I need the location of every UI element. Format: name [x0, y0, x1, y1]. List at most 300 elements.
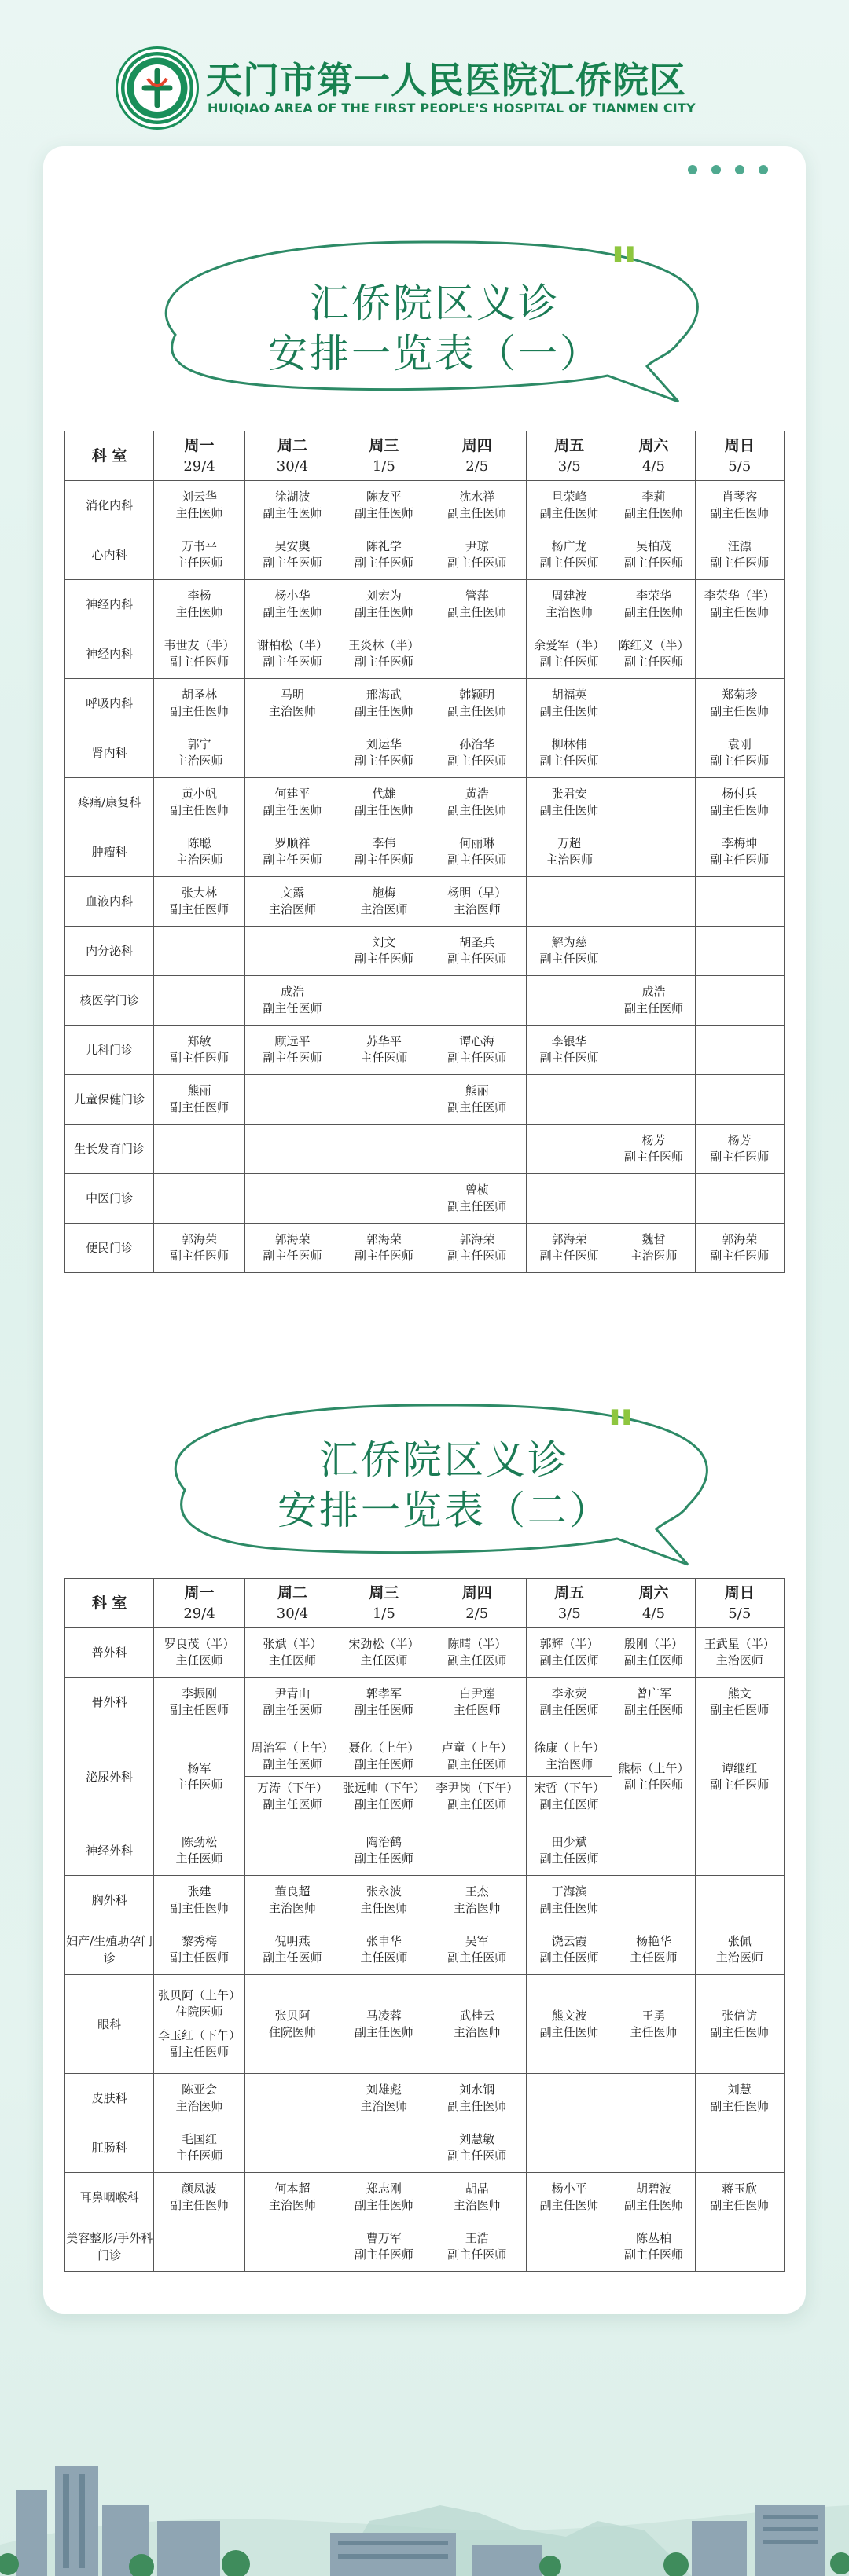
- dept-name: 神经内科: [86, 647, 134, 661]
- doctor-cell: [612, 481, 695, 530]
- table-row: [65, 1224, 785, 1273]
- doctor-cell: [244, 877, 340, 927]
- doctor-entry: [154, 736, 244, 769]
- doctor-entry: [340, 1231, 427, 1264]
- doctor-entry: [428, 1740, 527, 1773]
- day-header: [154, 1579, 244, 1628]
- doctor-name: 丁海滨: [551, 1884, 587, 1899]
- doctor-title: 副主任医师: [710, 556, 770, 570]
- doctor-title: 副主任医师: [170, 704, 230, 718]
- doctor-name: 郭海荣: [274, 1232, 311, 1246]
- doctor-title: 副主任医师: [623, 2198, 683, 2212]
- doctor-cell: [695, 1925, 784, 1975]
- doctor-title: 副主任医师: [539, 704, 599, 718]
- doctor-title: 副主任医师: [170, 1249, 230, 1263]
- doctor-cell: [612, 1876, 695, 1925]
- doctor-cell: [527, 1125, 612, 1174]
- dept-cell: [65, 1075, 154, 1125]
- doctor-title: 副主任医师: [623, 1150, 683, 1164]
- date-label: 3/5: [557, 457, 581, 475]
- doctor-entry: [527, 1834, 612, 1867]
- doctor-cell: [428, 580, 527, 629]
- doctor-name: 郭海荣: [551, 1232, 587, 1246]
- doctor-cell: [340, 927, 428, 976]
- doctor-entry: [340, 489, 427, 522]
- doctor-entry: [154, 835, 244, 868]
- doctor-title: 主治医师: [715, 1950, 763, 1965]
- doctor-name: 黄浩: [465, 787, 489, 801]
- doctor-cell: [612, 679, 695, 728]
- doctor-title: 主任医师: [630, 1950, 678, 1965]
- doctor-title: 副主任医师: [354, 952, 413, 966]
- doctor-cell: [428, 927, 527, 976]
- doctor-entry: [154, 1987, 244, 2020]
- doctor-entry: [245, 2181, 340, 2214]
- doctor-entry: [245, 885, 340, 918]
- doctor-title: 副主任医师: [170, 2045, 230, 2059]
- doctor-title: 副主任医师: [710, 1249, 770, 1263]
- doctor-entry: [428, 1776, 527, 1813]
- weekday-label: 周三: [369, 436, 399, 454]
- doctor-name: 肖琴容: [722, 490, 758, 504]
- day-header: [695, 1579, 784, 1628]
- doctor-name: 张佩: [727, 1934, 752, 1948]
- doctor-cell: [244, 1678, 340, 1727]
- doctor-cell: [340, 1876, 428, 1925]
- doctor-cell: [340, 1075, 428, 1125]
- doctor-entry: [154, 2024, 244, 2060]
- doctor-cell: [695, 1628, 784, 1678]
- doctor-title: 副主任医师: [539, 1901, 599, 1915]
- doctor-entry: [527, 637, 612, 670]
- doctor-title: 副主任医师: [354, 1851, 413, 1866]
- weekday-label: 周五: [554, 436, 585, 454]
- doctor-name: 旦荣峰: [551, 490, 587, 504]
- doctor-title: 主任医师: [175, 556, 223, 570]
- doctor-cell: [527, 679, 612, 728]
- doctor-entry: [696, 687, 784, 720]
- table-row: [65, 1826, 785, 1876]
- doctor-entry: [428, 786, 527, 819]
- doctor-name: 沈水祥: [459, 490, 495, 504]
- doctor-name: 刘运华: [366, 737, 402, 751]
- date-label: 1/5: [372, 457, 395, 475]
- doctor-name: 张君安: [551, 787, 587, 801]
- doctor-entry: [612, 538, 694, 571]
- dept-cell: [65, 1026, 154, 1075]
- doctor-title: 副主任医师: [447, 506, 507, 520]
- doctor-title: 主治医师: [268, 704, 316, 718]
- doctor-cell: [612, 1678, 695, 1727]
- doctor-cell: [527, 2173, 612, 2222]
- weekday-label: 周三: [369, 1583, 399, 1602]
- doctor-name: 谭继红: [722, 1760, 758, 1775]
- doctor-name: 颜凤波: [182, 2182, 218, 2196]
- doctor-cell: [340, 2222, 428, 2272]
- doctor-cell: [154, 2123, 244, 2173]
- doctor-title: 副主任医师: [623, 1001, 683, 1015]
- doctor-cell: [340, 1224, 428, 1273]
- day-header: [154, 431, 244, 481]
- doctor-entry: [696, 2181, 784, 2214]
- day-header: [695, 431, 784, 481]
- doctor-cell: [428, 1174, 527, 1224]
- doctor-name: 李荣华: [635, 589, 671, 603]
- doctor-cell: [612, 976, 695, 1026]
- doctor-entry: [612, 1760, 694, 1793]
- doctor-entry: [340, 1686, 427, 1719]
- doctor-cell: [695, 877, 784, 927]
- doctor-cell: [428, 481, 527, 530]
- doctor-entry: [340, 1776, 427, 1813]
- doctor-cell: [612, 877, 695, 927]
- doctor-entry: [527, 1884, 612, 1917]
- doctor-name: 韩颖明: [459, 688, 495, 702]
- doctor-title: 副主任医师: [623, 655, 683, 669]
- doctor-name: 魏哲: [641, 1232, 666, 1246]
- doctor-entry: [154, 588, 244, 621]
- doctor-title: 主治医师: [453, 2024, 501, 2039]
- table-row: [65, 778, 785, 827]
- doctor-name: 李永荧: [551, 1686, 587, 1701]
- doctor-cell: [340, 580, 428, 629]
- date-label: 4/5: [641, 1605, 665, 1622]
- doctor-cell: [695, 1727, 784, 1826]
- doctor-entry: [428, 1182, 527, 1215]
- doctor-cell: [340, 1826, 428, 1876]
- table-row: [65, 1975, 785, 2074]
- doctor-name: 李银华: [551, 1034, 587, 1048]
- day-header: [612, 1579, 695, 1628]
- date-label: 5/5: [728, 457, 752, 475]
- doctor-cell: [527, 481, 612, 530]
- dept-cell: [65, 1925, 154, 1975]
- doctor-cell: [244, 1727, 340, 1826]
- doctor-entry: [340, 2082, 427, 2115]
- schedule-table-1: [64, 431, 785, 1273]
- dept-cell: [65, 1174, 154, 1224]
- doctor-cell: [154, 679, 244, 728]
- doctor-title: 主任医师: [360, 1051, 408, 1065]
- doctor-name: 何本超: [274, 2182, 311, 2196]
- doctor-title: 副主任医师: [354, 1797, 413, 1811]
- doctor-cell: [154, 530, 244, 580]
- doctor-cell: [612, 2074, 695, 2123]
- dept-name: 血液内科: [86, 894, 134, 908]
- doctor-name: 陈丛柏: [635, 2231, 671, 2245]
- doctor-cell: [527, 1174, 612, 1224]
- doctor-cell: [527, 629, 612, 679]
- doctor-title: 副主任医师: [263, 655, 322, 669]
- doctor-entry: [340, 835, 427, 868]
- doctor-entry: [340, 1884, 427, 1917]
- doctor-name: 杨广龙: [551, 539, 587, 553]
- doctor-entry: [340, 1933, 427, 1966]
- doctor-cell: [154, 1075, 244, 1125]
- doctor-title: 副主任医师: [539, 1851, 599, 1866]
- doctor-name: 尹琼: [465, 539, 489, 553]
- doctor-cell: [154, 728, 244, 778]
- doctor-title: 副主任医师: [170, 1703, 230, 1717]
- doctor-cell: [695, 1174, 784, 1224]
- doctor-name: 汪漂: [727, 539, 752, 553]
- doctor-name: 杨芳: [727, 1133, 752, 1147]
- table-row: [65, 728, 785, 778]
- doctor-title: 主任医师: [630, 2024, 678, 2039]
- doctor-cell: [244, 728, 340, 778]
- doctor-entry: [527, 1686, 612, 1719]
- doctor-entry: [527, 736, 612, 769]
- doctor-entry: [245, 786, 340, 819]
- doctor-title: 主治医师: [360, 902, 408, 916]
- doctor-cell: [428, 2074, 527, 2123]
- doctor-name: 成浩: [641, 985, 666, 999]
- doctor-name: 王炎林（半）: [348, 638, 420, 652]
- doctor-title: 副主任医师: [354, 556, 413, 570]
- schedule-table-2: [64, 1578, 785, 2272]
- doctor-entry: [612, 2230, 694, 2263]
- doctor-cell: [154, 481, 244, 530]
- doctor-cell: [612, 1975, 695, 2074]
- doctor-cell: [428, 1975, 527, 2074]
- doctor-title: 副主任医师: [710, 754, 770, 768]
- doctor-entry: [696, 1636, 784, 1669]
- doctor-cell: [527, 976, 612, 1026]
- doctor-cell: [154, 1925, 244, 1975]
- dept-name: 内分泌科: [86, 944, 134, 958]
- doctor-cell: [154, 1628, 244, 1678]
- table-row: [65, 2123, 785, 2173]
- doctor-cell: [428, 1125, 527, 1174]
- doctor-title: 主治医师: [175, 853, 223, 867]
- doctor-entry: [154, 687, 244, 720]
- table1-title-line1: 汇侨院区义诊: [310, 281, 560, 326]
- doctor-title: 副主任医师: [447, 1249, 507, 1263]
- doctor-cell: [244, 629, 340, 679]
- doctor-title: 副主任医师: [539, 1950, 599, 1965]
- doctor-name: 殷刚（半）: [623, 1637, 683, 1651]
- doctor-entry: [428, 1686, 527, 1719]
- doctor-name: 刘慧敏: [459, 2132, 495, 2146]
- doctor-cell: [527, 1925, 612, 1975]
- doctor-title: 副主任医师: [170, 1901, 230, 1915]
- date-label: 2/5: [465, 457, 489, 475]
- doctor-title: 主治医师: [175, 754, 223, 768]
- doctor-cell: [154, 1125, 244, 1174]
- doctor-cell: [428, 1727, 527, 1826]
- doctor-cell: [340, 679, 428, 728]
- table-row: [65, 1628, 785, 1678]
- doctor-cell: [154, 877, 244, 927]
- doctor-cell: [154, 580, 244, 629]
- dept-cell: [65, 2222, 154, 2272]
- table2-title-bubble: [138, 1388, 751, 1576]
- doctor-title: 副主任医师: [447, 1199, 507, 1213]
- doctor-entry: [527, 1933, 612, 1966]
- doctor-cell: [527, 877, 612, 927]
- doctor-title: 副主任医师: [710, 2198, 770, 2212]
- doctor-title: 主治医师: [453, 2198, 501, 2212]
- dept-name: 儿科门诊: [86, 1043, 134, 1057]
- doctor-title: 副主任医师: [447, 2099, 507, 2113]
- doctor-title: 副主任医师: [539, 1249, 599, 1263]
- doctor-name: 聂化（上午）: [348, 1741, 420, 1755]
- doctor-cell: [154, 1876, 244, 1925]
- doctor-entry: [154, 2181, 244, 2214]
- doctor-entry: [428, 1033, 527, 1066]
- doctor-cell: [154, 1826, 244, 1876]
- dept-cell: [65, 629, 154, 679]
- doctor-name: 陈亚会: [182, 2082, 218, 2097]
- doctor-title: 副主任医师: [170, 1100, 230, 1114]
- doctor-title: 副主任医师: [623, 556, 683, 570]
- date-label: 30/4: [276, 1605, 309, 1622]
- doctor-title: 主任医师: [175, 2149, 223, 2163]
- doctor-entry: [527, 1231, 612, 1264]
- doctor-cell: [612, 2222, 695, 2272]
- date-label: 30/4: [276, 457, 309, 475]
- doctor-title: 副主任医师: [354, 2024, 413, 2039]
- table-row: [65, 1125, 785, 1174]
- doctor-cell: [154, 629, 244, 679]
- doctor-entry: [154, 1760, 244, 1793]
- doctor-title: 副主任医师: [539, 1653, 599, 1668]
- doctor-entry: [245, 1636, 340, 1669]
- table-header-row: [65, 431, 785, 481]
- doctor-title: 副主任医师: [447, 1051, 507, 1065]
- doctor-title: 副主任医师: [354, 803, 413, 817]
- doctor-cell: [428, 728, 527, 778]
- day-header: [244, 1579, 340, 1628]
- dept-name: 胸外科: [91, 1893, 127, 1907]
- doctor-name: 王武星（半）: [704, 1637, 775, 1651]
- doctor-name: 周治军（上午）: [251, 1741, 334, 1755]
- dept-name: 眼科: [97, 2016, 122, 2031]
- doctor-cell: [612, 778, 695, 827]
- doctor-name: 袁刚: [727, 737, 752, 751]
- doctor-name: 郑菊珍: [722, 688, 758, 702]
- doctor-entry: [527, 934, 612, 967]
- doctor-cell: [244, 2222, 340, 2272]
- table-row: [65, 1174, 785, 1224]
- doctor-title: 副主任医师: [354, 704, 413, 718]
- doctor-title: 副主任医师: [263, 506, 322, 520]
- doctor-cell: [527, 2123, 612, 2173]
- doctor-name: 胡福英: [551, 688, 587, 702]
- doctor-name: 杨明（早）: [447, 886, 507, 900]
- doctor-cell: [340, 481, 428, 530]
- doctor-cell: [154, 1975, 244, 2074]
- doctor-title: 副主任医师: [623, 506, 683, 520]
- doctor-entry: [527, 538, 612, 571]
- doctor-name: 熊文波: [551, 2008, 587, 2023]
- doctor-entry: [340, 1033, 427, 1066]
- doctor-cell: [244, 580, 340, 629]
- doctor-name: 熊丽: [465, 1084, 489, 1098]
- doctor-name: 蒋玉欣: [722, 2182, 758, 2196]
- doctor-cell: [612, 1826, 695, 1876]
- doctor-name: 胡圣林: [182, 688, 218, 702]
- doctor-name: 顾远平: [274, 1034, 311, 1048]
- doctor-cell: [428, 778, 527, 827]
- doctor-cell: [695, 2123, 784, 2173]
- dept-name: 呼吸内科: [86, 696, 134, 710]
- doctor-entry: [245, 1231, 340, 1264]
- day-header: [527, 431, 612, 481]
- doctor-title: 副主任医师: [539, 506, 599, 520]
- doctor-cell: [527, 1826, 612, 1876]
- doctor-cell: [244, 1174, 340, 1224]
- doctor-entry: [612, 1933, 694, 1966]
- doctor-title: 住院医师: [268, 2024, 316, 2039]
- doctor-cell: [244, 530, 340, 580]
- doctor-entry: [696, 1933, 784, 1966]
- doctor-cell: [695, 1678, 784, 1727]
- doctor-name: 代雄: [372, 787, 396, 801]
- doctor-title: 副主任医师: [539, 655, 599, 669]
- day-header: [340, 431, 428, 481]
- doctor-title: 副主任医师: [539, 1051, 599, 1065]
- doctor-cell: [244, 1125, 340, 1174]
- doctor-cell: [527, 1876, 612, 1925]
- doctor-entry: [154, 1884, 244, 1917]
- hospital-logo-icon: [118, 49, 197, 127]
- doctor-entry: [527, 835, 612, 868]
- doctor-entry: [612, 489, 694, 522]
- doctor-cell: [340, 728, 428, 778]
- table-row: [65, 927, 785, 976]
- dept-name: 儿童保健门诊: [74, 1092, 145, 1106]
- doctor-entry: [527, 1740, 612, 1773]
- weekday-label: 周日: [724, 436, 755, 454]
- doctor-title: 主任医师: [175, 1851, 223, 1866]
- doctor-entry: [340, 736, 427, 769]
- table-row: [65, 976, 785, 1026]
- doctor-cell: [428, 1678, 527, 1727]
- doctor-cell: [244, 778, 340, 827]
- doctor-cell: [428, 629, 527, 679]
- doctor-cell: [428, 2123, 527, 2173]
- doctor-entry: [245, 687, 340, 720]
- doctor-name: 郑志刚: [366, 2182, 402, 2196]
- table-row: [65, 827, 785, 877]
- table-row: [65, 1925, 785, 1975]
- doctor-title: 主任医师: [175, 605, 223, 619]
- doctor-name: 郭海荣: [722, 1232, 758, 1246]
- weekday-label: 周六: [638, 436, 669, 454]
- doctor-cell: [527, 1224, 612, 1273]
- doctor-cell: [612, 1125, 695, 1174]
- doctor-title: 主治医师: [453, 902, 501, 916]
- doctor-name: 柳林伟: [551, 737, 587, 751]
- hospital-header: [0, 39, 849, 141]
- doctor-name: 李莉: [641, 490, 666, 504]
- weekday-label: 周六: [638, 1583, 669, 1602]
- doctor-cell: [154, 2222, 244, 2272]
- doctor-title: 副主任医师: [263, 1757, 322, 1771]
- dept-cell: [65, 778, 154, 827]
- doctor-entry: [428, 1636, 527, 1669]
- doctor-title: 副主任医师: [710, 2024, 770, 2039]
- doctor-entry: [612, 588, 694, 621]
- doctor-entry: [612, 2008, 694, 2041]
- table-row: [65, 629, 785, 679]
- doctor-cell: [695, 629, 784, 679]
- doctor-cell: [428, 1826, 527, 1876]
- dept-cell: [65, 1826, 154, 1876]
- doctor-entry: [154, 1686, 244, 1719]
- doctor-entry: [428, 538, 527, 571]
